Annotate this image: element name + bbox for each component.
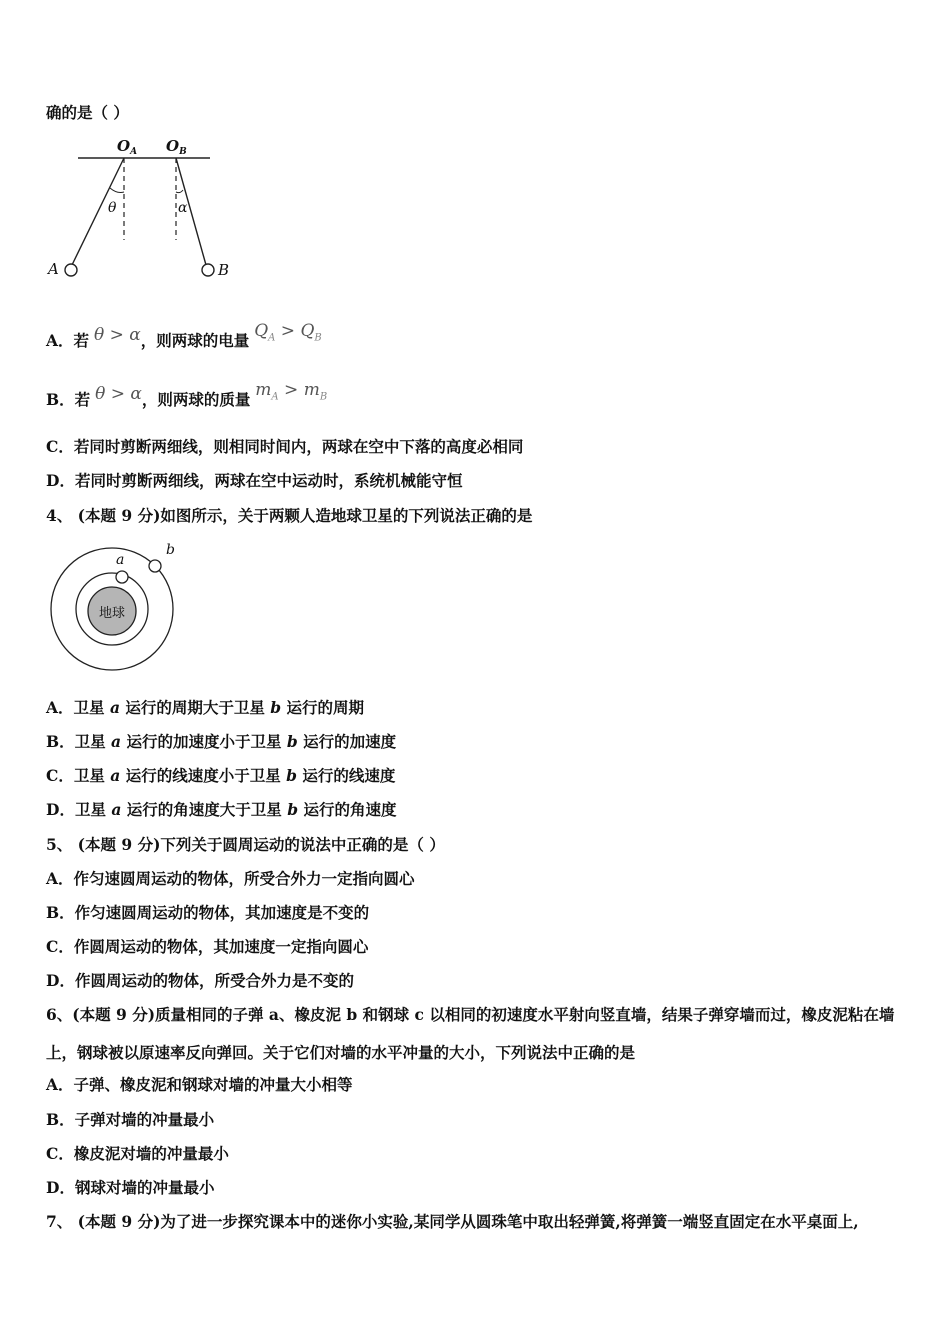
satellite-a <box>116 571 128 583</box>
q3-stem-tail: 确的是（ ） <box>46 103 129 122</box>
q3-option-a[interactable]: A．若 θ > α，则两球的电量 $Q_A > Q_B$ <box>46 321 322 350</box>
label-oa: $O_A$ <box>117 137 138 157</box>
label-a: A <box>48 260 59 278</box>
q5-option-d[interactable]: D．作圆周运动的物体，所受合外力是不变的 <box>46 971 354 990</box>
ball-a <box>65 264 77 276</box>
q3-option-d[interactable]: D．若同时剪断两细线，两球在空中运动时，系统机械能守恒 <box>46 471 463 490</box>
ball-b <box>202 264 214 276</box>
q5-option-c[interactable]: C．作圆周运动的物体，其加速度一定指向圆心 <box>46 937 369 956</box>
satellite-a-label: a <box>116 552 125 568</box>
earth-label: 地球 <box>98 606 126 621</box>
q4-option-b[interactable]: B．卫星 a 运行的加速度小于卫星 b 运行的加速度 <box>46 732 397 751</box>
q4-option-a[interactable]: A．卫星 a 运行的周期大于卫星 b 运行的周期 <box>46 698 365 717</box>
q5-option-b[interactable]: B．作匀速圆周运动的物体，其加速度是不变的 <box>46 903 370 922</box>
q6-stem: 6、(本题 9 分)质量相同的子弹 a、橡皮泥 b 和钢球 c 以相同的初速度水平射向竖直墙，结果子弹穿墙而过，橡皮泥粘在墙上，钢球被以原速率反向弹回。关于它们对墙的水平冲量的大小，下列说法中正确的是 <box>46 1005 895 1062</box>
q6-option-d[interactable]: D．钢球对墙的冲量最小 <box>46 1178 215 1197</box>
q4-stem: 4、 (本题 9 分)如图所示，关于两颗人造地球卫星的下列说法正确的是 <box>46 506 533 525</box>
q4-option-c[interactable]: C．卫星 a 运行的线速度小于卫星 b 运行的线速度 <box>46 766 396 785</box>
q5-option-a[interactable]: A．作匀速圆周运动的物体，所受合外力一定指向圆心 <box>46 869 415 888</box>
label-theta: θ <box>108 200 117 216</box>
q5-stem: 5、 (本题 9 分)下列关于圆周运动的说法中正确的是（ ） <box>46 835 445 854</box>
label-alpha: α <box>178 200 188 216</box>
label-ob: $O_B$ <box>166 137 187 157</box>
satellite-b <box>149 560 161 572</box>
q4-option-d[interactable]: D．卫星 a 运行的角速度大于卫星 b 运行的角速度 <box>46 800 397 819</box>
q7-stem: 7、 (本题 9 分)为了进一步探究课本中的迷你小实验,某同学从圆珠笔中取出轻弹簧,将弹簧一端竖直固定在水平桌面上, <box>46 1212 859 1231</box>
q3-option-c[interactable]: C．若同时剪断两细线，则相同时间内，两球在空中下落的高度必相同 <box>46 437 524 456</box>
satellite-orbit-figure <box>46 538 186 672</box>
angle-arc-alpha <box>176 190 183 193</box>
q6-option-c[interactable]: C．橡皮泥对墙的冲量最小 <box>46 1144 229 1163</box>
q3-option-b[interactable]: B．若 θ > α，则两球的质量 $m_A > m_B$ <box>46 380 328 409</box>
pendulum-figure <box>44 132 244 282</box>
q6-option-a[interactable]: A．子弹、橡皮泥和钢球对墙的冲量大小相等 <box>46 1075 353 1094</box>
q6-option-b[interactable]: B．子弹对墙的冲量最小 <box>46 1110 215 1129</box>
angle-arc-theta <box>110 188 124 193</box>
label-b: B <box>218 261 230 279</box>
satellite-b-label: b <box>166 542 175 558</box>
